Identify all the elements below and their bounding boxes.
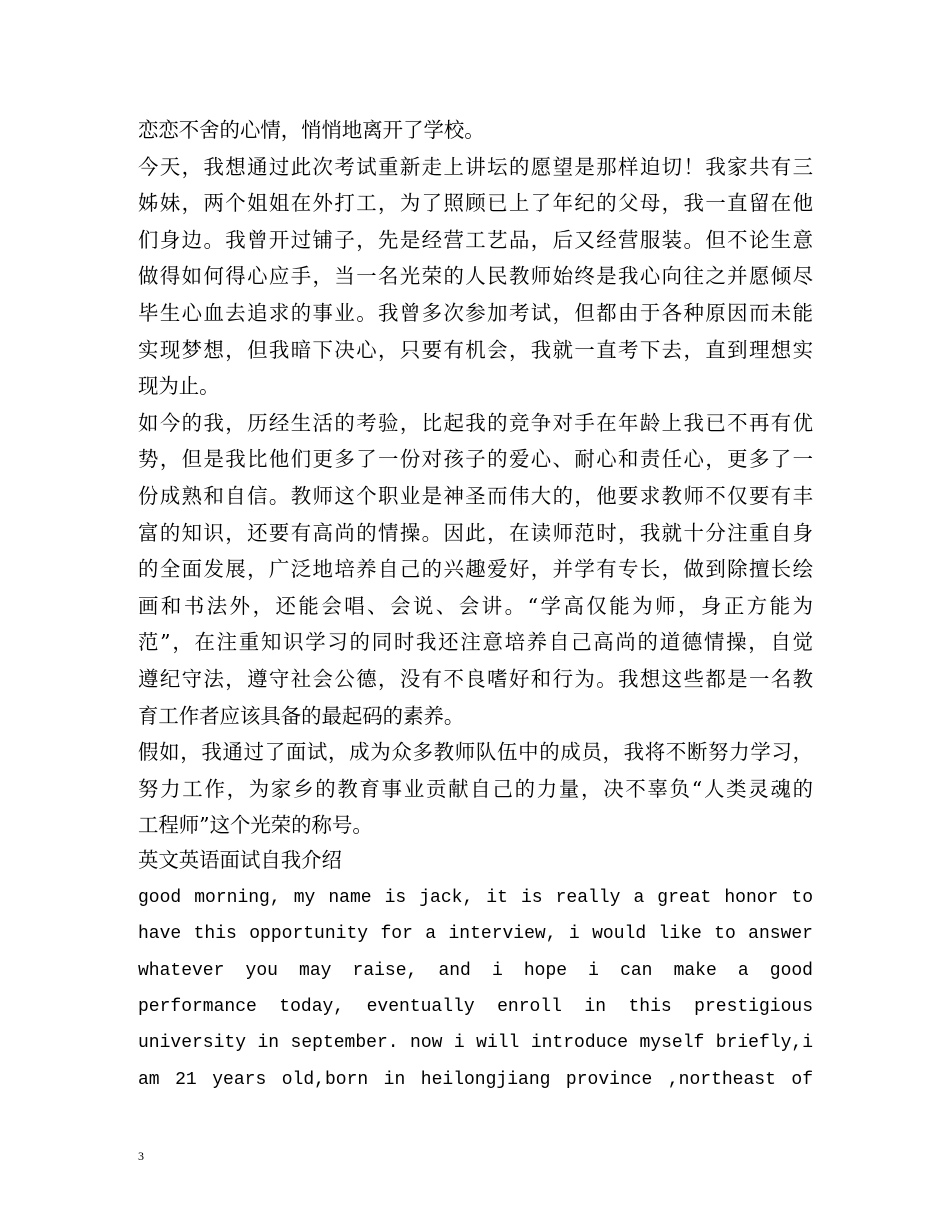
paragraph-2 xyxy=(138,149,813,405)
section-heading: 英文英语面试自我介绍 xyxy=(138,847,342,872)
text-line: 努力工作，为家乡的教育事业贡献自己的力量，决不辜负“人类灵魂的 xyxy=(138,776,813,801)
english-text-line: university in september. now i will introduce myself briefly,i xyxy=(138,1033,813,1054)
text-line: 范”，在注重知识学习的同时我还注意培养自己高尚的道德情操，自觉 xyxy=(138,630,813,655)
page-content xyxy=(138,112,813,1098)
text-line: 富的知识，还要有高尚的情操。因此，在读师范时，我就十分注重自身 xyxy=(138,520,813,545)
text-line: 遵纪守法，遵守社会公德，没有不良嗜好和行为。我想这些都是一名教 xyxy=(138,666,813,691)
text-line: 如今的我，历经生活的考验，比起我的竞争对手在年龄上我已不再有优 xyxy=(138,410,813,435)
text-line: 毕生心血去追求的事业。我曾多次参加考试，但都由于各种原因而未能 xyxy=(138,300,813,325)
text-line: 画和书法外，还能会唱、会说、会讲。“学高仅能为师，身正方能为 xyxy=(138,593,813,618)
paragraph-3 xyxy=(138,405,813,734)
paragraph-1 xyxy=(138,112,813,149)
text-line: 育工作者应该具备的最起码的素养。 xyxy=(138,703,465,728)
text-line: 姊妹，两个姐姐在外打工，为了照顾已上了年纪的父母，我一直留在他 xyxy=(138,191,813,216)
paragraph-4 xyxy=(138,734,813,844)
text-line: 工程师”这个光荣的称号。 xyxy=(138,813,373,838)
page-number: 3 xyxy=(138,1149,144,1163)
text-line: 的全面发展，广泛地培养自己的兴趣爱好，并学有专长，做到除擅长绘 xyxy=(138,557,813,582)
english-text-line: performance today, eventually enroll in this prestigious xyxy=(138,997,813,1018)
text-line: 假如，我通过了面试，成为众多教师队伍中的成员，我将不断努力学习， xyxy=(138,740,813,765)
text-line: 实现梦想，但我暗下决心，只要有机会，我就一直考下去，直到理想实 xyxy=(138,337,813,362)
text-line: 恋恋不舍的心情，悄悄地离开了学校。 xyxy=(138,118,485,142)
english-text-line: good morning, my name is jack, it is really a great honor to xyxy=(138,887,813,908)
text-line: 势，但是我比他们更多了一份对孩子的爱心、耐心和责任心，更多了一 xyxy=(138,447,813,472)
english-text-line: whatever you may raise, and i hope i can make a good xyxy=(138,960,813,981)
english-paragraph xyxy=(138,880,813,1098)
text-line: 做得如何得心应手，当一名光荣的人民教师始终是我心向往之并愿倾尽 xyxy=(138,264,813,289)
english-text-line: am 21 years old,born in heilongjiang province ,northeast of xyxy=(138,1069,813,1090)
text-line: 今天，我想通过此次考试重新走上讲坛的愿望是那样迫切！我家共有三 xyxy=(138,154,813,179)
text-line: 现为止。 xyxy=(138,374,220,399)
text-line: 们身边。我曾开过铺子，先是经营工艺品，后又经营服装。但不论生意 xyxy=(138,227,813,252)
english-text-line: have this opportunity for a interview, i would like to answer xyxy=(138,924,813,945)
text-line: 份成熟和自信。教师这个职业是神圣而伟大的，他要求教师不仅要有丰 xyxy=(138,483,813,508)
